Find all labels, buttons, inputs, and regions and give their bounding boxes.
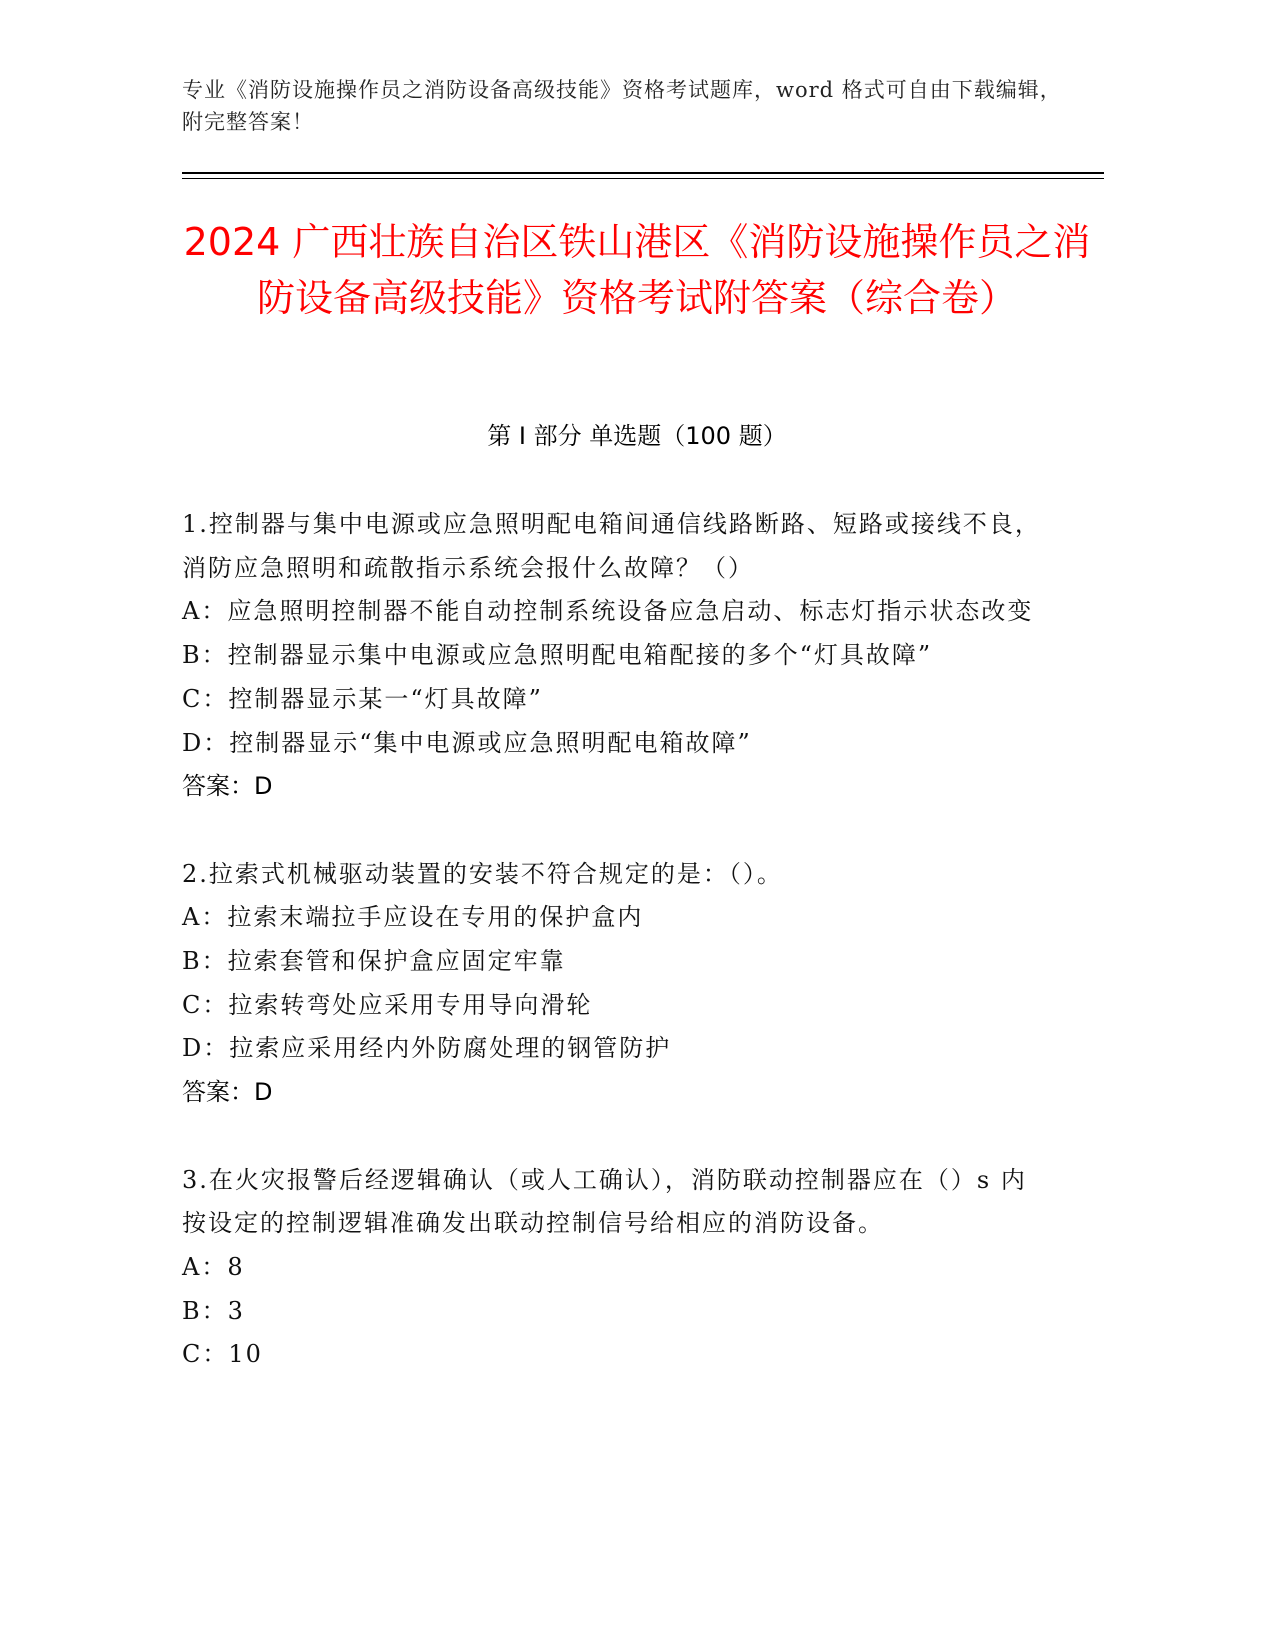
option-b: B：拉索套管和保护盒应固定牢靠 xyxy=(182,947,566,976)
question-stem: 2.拉索式机械驱动装置的安装不符合规定的是：（）。 xyxy=(182,859,783,888)
question-1 xyxy=(182,503,1042,809)
question-3 xyxy=(182,1159,1042,1378)
option-a: A：应急照明控制器不能自动控制系统设备应急启动、标志灯指示状态改变 xyxy=(182,597,1034,626)
option-d: D：控制器显示“集中电源或应急照明配电箱故障” xyxy=(182,728,752,757)
option-a: A：拉索末端拉手应设在专用的保护盒内 xyxy=(182,903,644,932)
question-spacer xyxy=(182,809,1042,853)
header-divider-thin xyxy=(182,178,1104,179)
question-list xyxy=(182,503,1042,1377)
header-note: 专业《消防设施操作员之消防设备高级技能》资格考试题库，word 格式可自由下载编辑，附完整答案！ xyxy=(182,78,1062,134)
question-spacer xyxy=(182,1115,1042,1159)
option-b: B：3 xyxy=(182,1296,245,1325)
option-d: D：拉索应采用经内外防腐处理的钢管防护 xyxy=(182,1034,672,1063)
question-stem: 3.在火灾报警后经逻辑确认（或人工确认），消防联动控制器应在（）s 内按设定的控制逻辑准确发出联动控制信号给相应的消防设备。 xyxy=(182,1165,1027,1238)
question-stem: 1.控制器与集中电源或应急照明配电箱间通信线路断路、短路或接线不良，消防应急照明和疏散指示系统会报什么故障？（） xyxy=(182,510,1041,582)
document-title: 2024 广西壮族自治区铁山港区《消防设施操作员之消防设备高级技能》资格考试附答案（综合卷） xyxy=(183,220,1091,320)
option-a: A：8 xyxy=(182,1252,245,1281)
option-c: C：控制器显示某一“灯具故障” xyxy=(182,684,543,713)
option-b: B：控制器显示集中电源或应急照明配电箱配接的多个“灯具故障” xyxy=(182,641,933,670)
option-c: C：10 xyxy=(182,1340,263,1369)
answer: 答案：D xyxy=(182,1078,273,1107)
question-2 xyxy=(182,853,1042,1115)
answer: 答案：D xyxy=(182,772,273,801)
section-heading: 第 I 部分 单选题（100 题） xyxy=(487,422,787,450)
header-divider-thick xyxy=(182,172,1104,174)
option-c: C：拉索转弯处应采用专用导向滑轮 xyxy=(182,990,593,1019)
